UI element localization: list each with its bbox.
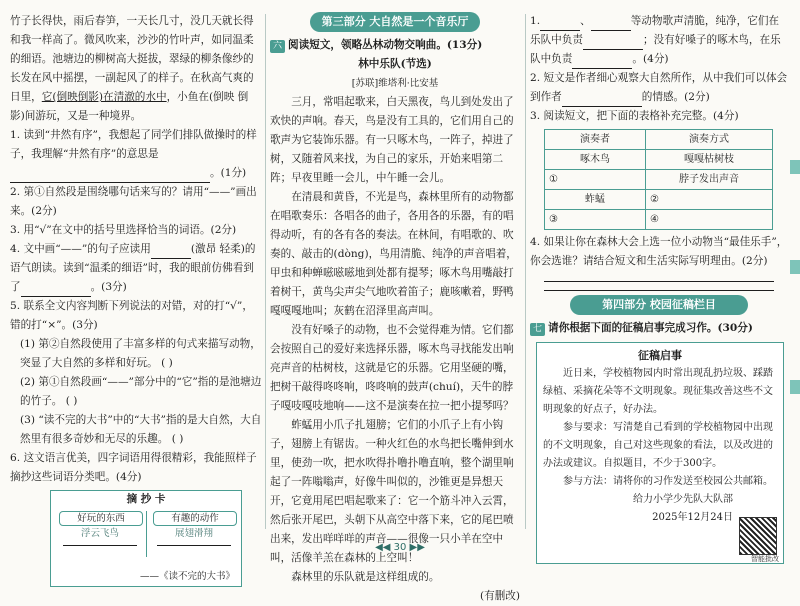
table-cell-blank[interactable]: ②: [646, 190, 773, 210]
answer-line[interactable]: 。(1分): [10, 164, 262, 183]
page-number: ◀◀ 30 ▶▶: [375, 542, 425, 553]
qr-caption: 智能批改: [751, 555, 779, 563]
excerpt-card: [50, 490, 242, 587]
column-middle: [270, 12, 520, 606]
side-tab: [790, 380, 800, 394]
table-cell: 嘎嘎枯树枝: [646, 150, 773, 170]
abridged-note: (有删改): [479, 590, 520, 602]
question-4: 4. 文中画“——”的句子应读用 (激昂 轻柔)的语气朗读。读到“温柔的细语”时，我的眼前仿佛看到了 。(3分): [10, 240, 262, 297]
question-label: 七: [530, 323, 545, 336]
card-title: 摘 抄 卡: [126, 493, 166, 505]
question-r4: 4. 如果让你在森林大会上选一位小动物当“最佳乐手”，你会选谁？请结合短文和生活实际写明理由。(2分): [530, 236, 788, 267]
side-tab: [790, 260, 800, 274]
judge-item-3: (3) “读不完的大书”中的“大书”指的是大自然，大自然里有很多奇妙和无尽的乐趣。 ( ): [20, 414, 262, 445]
side-tab: [790, 160, 800, 174]
notice-date: 2025年12月24日: [652, 512, 733, 523]
card-source: ——《读不完的大书》: [139, 571, 235, 582]
passage-paragraph-1: 三月，常唱起歌来，白天黑夜，鸟儿到处发出了欢快的声响。春天，鸟是没有工具的，它们用自己的歌声为它装饰乐器。有一只啄木鸟，一阵子，掉进了树，又随着风来找，为自己的家乐，开始来唱第二阵；早夜里睡一会儿，中午睡一会儿。: [270, 96, 514, 184]
table-cell: 脖子发出声音: [646, 170, 773, 190]
notice-title: 征稿启事: [638, 349, 682, 362]
notice-signature: 给力小学少先队大队部: [633, 494, 733, 505]
notice-paragraph: 参与要求：写清楚自己看到的学校植物园中出现的不文明现象，自己对这些现象的看法，以及改进的办法或建议。自拟题目，不少于300字。: [543, 422, 773, 469]
passage-author: [苏联]维塔利·比安基: [351, 78, 439, 89]
question-5: 5. 联系全文内容判断下列说法的对错，对的打“√”，错的打“×”。(3分): [10, 300, 253, 331]
judge-item-1: (1) 第②自然段使用了丰富多样的句式来描写动物，突显了大自然的多样和好玩。 ( ): [20, 338, 261, 369]
question-label: 六: [270, 40, 285, 53]
question-r2: 2. 短文是作者细心观察大自然所作，从中我们可以体会到作者 的情感。(2分): [530, 69, 788, 107]
column-left: [10, 12, 262, 589]
underlined-sentence: 它(倒映: [41, 91, 78, 103]
answer-line[interactable]: [544, 290, 774, 291]
table-cell: 蚱蜢: [545, 190, 646, 210]
column-divider-2: [525, 14, 526, 529]
card-example-left: 浮云飞鸟: [80, 528, 119, 539]
question-1: 1. 读到“井然有序”，我想起了同学们排队做操时的样子，我理解“井然有序”的意思是: [10, 129, 257, 160]
card-example-right: 展翅滑翔: [174, 528, 213, 539]
table-header: 演奏方式: [646, 130, 773, 150]
performer-table: [544, 129, 773, 230]
underlined-sentence-2: 倒影)在清澈的水中: [77, 91, 167, 103]
passage-paragraph-2: 在清晨和黄昏，不光是鸟，森林里所有的动物都在唱歌奏乐：各唱各的曲子，各用各的乐器，有的唱得动听，有的各有各的奏法。在林间，有唱歌的、吹奏的、敲击的(dòng)，鸟用清脆、纯净的声音唱着，甲虫和种蝉嗞嗞嗞地到处都有提琴；啄木鸟用嘴敲打着树干，黄鸟尖声尖气地吹着笛子；鹿咳嗽着，野鸭嘎嘎嘎地叫；灰鹤在沼泽里高声叫。: [270, 191, 517, 317]
table-header: 演奏者: [545, 130, 646, 150]
question-r3: 3. 阅读短文，把下面的表格补充完整。(4分): [530, 110, 739, 122]
section-3-banner: 第三部分 大自然是一个音乐厅: [310, 12, 480, 32]
table-cell-blank[interactable]: ③: [545, 210, 646, 230]
question-6: 6. 这文语言优美，四字词语用得很精彩，我能照样子摘抄这些词语分类吧。(4分): [10, 452, 257, 483]
table-cell-blank[interactable]: ④: [646, 210, 773, 230]
question-r1: 1. 、 等动物歌声清脆，纯净，它们在乐队中负责 ；没有好嗓子的啄木鸟，在乐队中负责 。(4分): [530, 12, 788, 69]
column-right: [530, 12, 788, 564]
card-category-left: 好玩的东西: [59, 511, 143, 526]
card-category-right: 有趣的动作: [153, 511, 237, 526]
call-for-submissions: [536, 342, 784, 564]
judge-item-2: (2) 第①自然段画“——”部分中的“它”指的是池塘边的竹子。 ( ): [20, 376, 262, 407]
question-2: 2. 第①自然段是围绕哪句话来写的？请用“——”画出来。(2分): [10, 186, 257, 217]
writing-instruction: 七 请你根据下面的征稿启事完成习作。(30分): [530, 319, 788, 338]
notice-paragraph: 近日来，学校植物园内时常出现乱扔垃圾、踩踏绿植、采摘花朵等不文明现象。现征集改善这些不文明现象的好点子，好办法。: [543, 368, 773, 415]
table-cell: 啄木鸟: [545, 150, 646, 170]
passage-paragraph-4: 蚱蜢用小爪子扎翅膀；它们的小爪子上有小钩子，翅膀上有锯齿。一种火红色的水鸟把长嘴伸到水里，使劲一吹，把水吹得扑噜扑噜直响，整个湖里响起了一阵嗡嗡声，好像牛叫似的，沙锥更是异想天开，它竟用尾巴唱起歌来了：它一个筋斗冲入云霄，然后张开尾巴，头朝下从高空中落下来，它的尾巴喷出来，发出咩咩咩的声音——很像一只小羊在空中叫，活像羊羔在森林的上空叫！: [270, 419, 514, 564]
table-cell-blank[interactable]: ①: [545, 170, 646, 190]
reading-instruction: 六 阅读短文，领略丛林动物交响曲。(13分): [270, 36, 520, 55]
column-divider: [265, 14, 266, 529]
question-3: 3. 用“√”在文中的括号里选择恰当的词语。(2分): [10, 224, 237, 236]
passage-paragraph-3: 没有好嗓子的动物，也不会觉得难为情。它们都会按照自己的爱好来选择乐器，啄木鸟寻找能发出响亮声音的枯树枝，这就是它的乐器。它用坚硬的嘴，把树干敲得咚咚响，咚咚响的鼓声(chuí)，天牛的脖子嘎吱嘎吱地响——这不是演奏在拉一把小提琴吗？: [270, 324, 514, 412]
passage-paragraph-5: 森林里的乐队就是这样组成的。: [291, 571, 440, 583]
answer-line[interactable]: [544, 281, 774, 282]
section-4-banner: 第四部分 校园征稿栏目: [570, 295, 748, 315]
notice-paragraph: 参与方法：请将你的习作发送至校园公共邮箱。: [563, 476, 773, 487]
passage-paragraph: 竹子长得快，雨后春笋，一天长几寸，没几天就长得和我一样高了。微风吹来，沙沙的竹叶声，如同温柔的细语。池塘边的柳树高大挺拔，翠绿的柳条像纱的长发在风中摇摆，一副起风了的样子。在秋高气爽的日里，它(倒映倒影)在清澈的水中，小鱼在(倒映 倒影)间游玩，又是一种境界。: [10, 15, 254, 122]
passage-title: 林中乐队(节选): [358, 58, 432, 70]
